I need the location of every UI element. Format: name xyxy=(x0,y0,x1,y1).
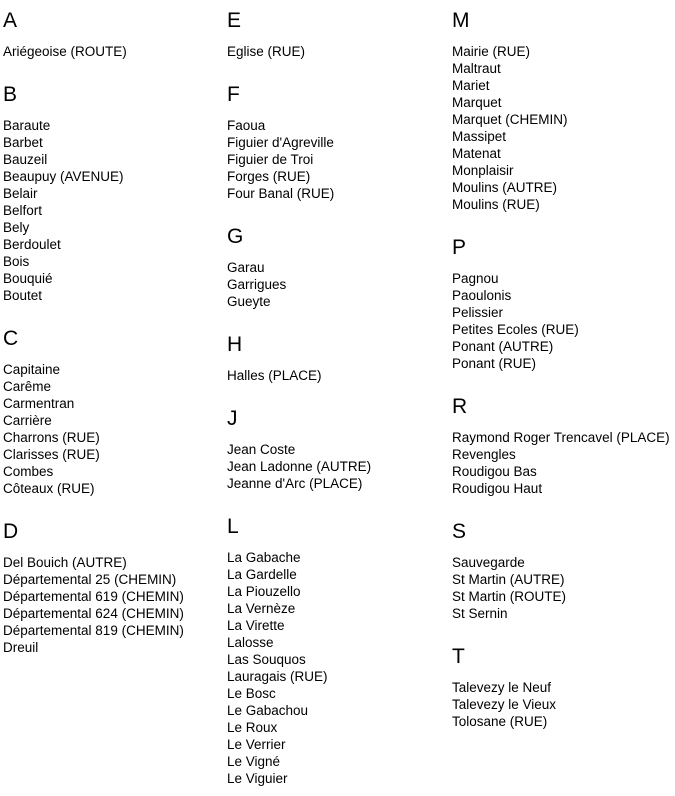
street-entry: La Vernèze xyxy=(227,601,296,616)
street-entry: Lauragais (RUE) xyxy=(227,669,328,684)
street-entry: Jean Coste xyxy=(227,442,296,457)
street-list xyxy=(452,679,674,730)
section-letter-heading: J xyxy=(227,407,238,430)
section-letter-heading: F xyxy=(227,83,240,106)
street-entry: Halles (PLACE) xyxy=(227,368,322,383)
street-entry: Figuier d'Agreville xyxy=(227,135,334,150)
section-letter-heading: E xyxy=(227,9,242,32)
street-entry: St Martin (ROUTE) xyxy=(452,589,567,604)
street-entry: Ponant (RUE) xyxy=(452,356,537,371)
street-list xyxy=(452,429,674,497)
street-entry: Paoulonis xyxy=(452,288,512,303)
street-list xyxy=(3,117,225,304)
street-list xyxy=(227,259,449,310)
street-entry: Garrigues xyxy=(227,277,287,292)
street-list xyxy=(452,270,674,372)
letter-section-L xyxy=(227,515,449,787)
street-entry: Faoua xyxy=(227,118,266,133)
street-entry: Carême xyxy=(3,379,52,394)
street-entry: Bouquié xyxy=(3,271,53,286)
street-entry: Barbet xyxy=(3,135,43,150)
letter-section-C xyxy=(3,327,225,497)
street-entry: Sauvegarde xyxy=(452,555,525,570)
street-entry: La Virette xyxy=(227,618,285,633)
street-entry: Le Roux xyxy=(227,720,278,735)
street-entry: Bely xyxy=(3,220,30,235)
street-entry: Las Souquos xyxy=(227,652,306,667)
street-list xyxy=(3,361,225,497)
street-entry: Four Banal (RUE) xyxy=(227,186,335,201)
street-entry: Pelissier xyxy=(452,305,504,320)
letter-section-B xyxy=(3,83,225,304)
street-list xyxy=(227,43,449,60)
street-entry: Capitaine xyxy=(3,362,61,377)
street-entry: Lalosse xyxy=(227,635,274,650)
street-entry: Le Gabachou xyxy=(227,703,309,718)
street-entry: Carmentran xyxy=(3,396,75,411)
street-entry: Départemental 25 (CHEMIN) xyxy=(3,572,177,587)
street-entry: Raymond Roger Trencavel (PLACE) xyxy=(452,430,670,445)
street-entry: Départemental 619 (CHEMIN) xyxy=(3,589,184,604)
street-entry: Matenat xyxy=(452,146,501,161)
street-entry: Roudigou Haut xyxy=(452,481,543,496)
street-list xyxy=(3,554,225,656)
street-entry: Figuier de Troi xyxy=(227,152,314,167)
street-entry: Marquet (CHEMIN) xyxy=(452,112,568,127)
section-letter-heading: H xyxy=(227,333,243,356)
street-entry: Le Viguier xyxy=(227,771,288,786)
street-entry: Mariet xyxy=(452,78,490,93)
street-entry: Baraute xyxy=(3,118,51,133)
section-letter-heading: L xyxy=(227,515,239,538)
street-list xyxy=(227,117,449,202)
street-entry: Clarisses (RUE) xyxy=(3,447,100,462)
index-column-1 xyxy=(3,0,225,656)
street-entry: Carrière xyxy=(3,413,52,428)
street-entry: Bois xyxy=(3,254,30,269)
street-entry: Talevezy le Vieux xyxy=(452,697,557,712)
section-letter-heading: R xyxy=(452,395,468,418)
section-letter-heading: A xyxy=(3,9,18,32)
street-entry: Belfort xyxy=(3,203,43,218)
street-entry: Côteaux (RUE) xyxy=(3,481,95,496)
index-column-2 xyxy=(227,0,449,787)
section-letter-heading: T xyxy=(452,645,465,668)
letter-section-T xyxy=(452,645,674,730)
street-entry: Moulins (RUE) xyxy=(452,197,540,212)
letter-section-F xyxy=(227,83,449,202)
letter-section-S xyxy=(452,520,674,622)
street-entry: Mairie (RUE) xyxy=(452,44,531,59)
street-entry: Départemental 624 (CHEMIN) xyxy=(3,606,184,621)
section-letter-heading: G xyxy=(227,225,244,248)
street-entry: Berdoulet xyxy=(3,237,61,252)
letter-section-J xyxy=(227,407,449,492)
street-entry: Forges (RUE) xyxy=(227,169,311,184)
street-entry: La Gabache xyxy=(227,550,301,565)
street-entry: Del Bouich (AUTRE) xyxy=(3,555,127,570)
street-entry: Dreuil xyxy=(3,640,39,655)
street-entry: Marquet xyxy=(452,95,502,110)
section-letter-heading: M xyxy=(452,9,470,32)
letter-section-A xyxy=(3,9,225,60)
index-column-3 xyxy=(452,0,674,730)
street-entry: Ariégeoise (ROUTE) xyxy=(3,44,127,59)
street-entry: Charrons (RUE) xyxy=(3,430,100,445)
street-entry: Maltraut xyxy=(452,61,501,76)
street-entry: Pagnou xyxy=(452,271,499,286)
street-entry: Petites Ecoles (RUE) xyxy=(452,322,579,337)
street-entry: Revengles xyxy=(452,447,516,462)
street-entry: Ponant (AUTRE) xyxy=(452,339,554,354)
street-entry: Roudigou Bas xyxy=(452,464,537,479)
section-letter-heading: D xyxy=(3,520,19,543)
letter-section-M xyxy=(452,9,674,213)
street-list xyxy=(227,441,449,492)
street-entry: Bauzeil xyxy=(3,152,48,167)
letter-section-D xyxy=(3,520,225,656)
street-entry: St Sernin xyxy=(452,606,508,621)
street-entry: Jeanne d'Arc (PLACE) xyxy=(227,476,363,491)
section-letter-heading: P xyxy=(452,236,467,259)
street-list xyxy=(3,43,225,60)
street-list xyxy=(227,367,449,384)
section-letter-heading: S xyxy=(452,520,467,543)
section-letter-heading: C xyxy=(3,327,19,350)
street-entry: Eglise (RUE) xyxy=(227,44,306,59)
street-entry: Garau xyxy=(227,260,265,275)
street-entry: Talevezy le Neuf xyxy=(452,680,552,695)
street-entry: Combes xyxy=(3,464,54,479)
section-letter-heading: B xyxy=(3,83,18,106)
street-entry: Beaupuy (AVENUE) xyxy=(3,169,124,184)
street-entry: Massipet xyxy=(452,129,507,144)
street-list xyxy=(227,549,449,787)
street-entry: Moulins (AUTRE) xyxy=(452,180,558,195)
street-entry: Monplaisir xyxy=(452,163,514,178)
street-entry: La Piouzello xyxy=(227,584,301,599)
letter-section-G xyxy=(227,225,449,310)
street-entry: St Martin (AUTRE) xyxy=(452,572,565,587)
street-entry: Le Vigné xyxy=(227,754,281,769)
street-entry: Gueyte xyxy=(227,294,271,309)
street-list xyxy=(452,43,674,213)
letter-section-P xyxy=(452,236,674,372)
letter-section-E xyxy=(227,9,449,60)
street-entry: Jean Ladonne (AUTRE) xyxy=(227,459,372,474)
letter-section-R xyxy=(452,395,674,497)
street-entry: Boutet xyxy=(3,288,43,303)
street-entry: Belair xyxy=(3,186,38,201)
street-list xyxy=(452,554,674,622)
street-entry: Tolosane (RUE) xyxy=(452,714,548,729)
letter-section-H xyxy=(227,333,449,384)
street-entry: La Gardelle xyxy=(227,567,297,582)
street-entry: Le Verrier xyxy=(227,737,286,752)
street-entry: Le Bosc xyxy=(227,686,276,701)
street-entry: Départemental 819 (CHEMIN) xyxy=(3,623,184,638)
